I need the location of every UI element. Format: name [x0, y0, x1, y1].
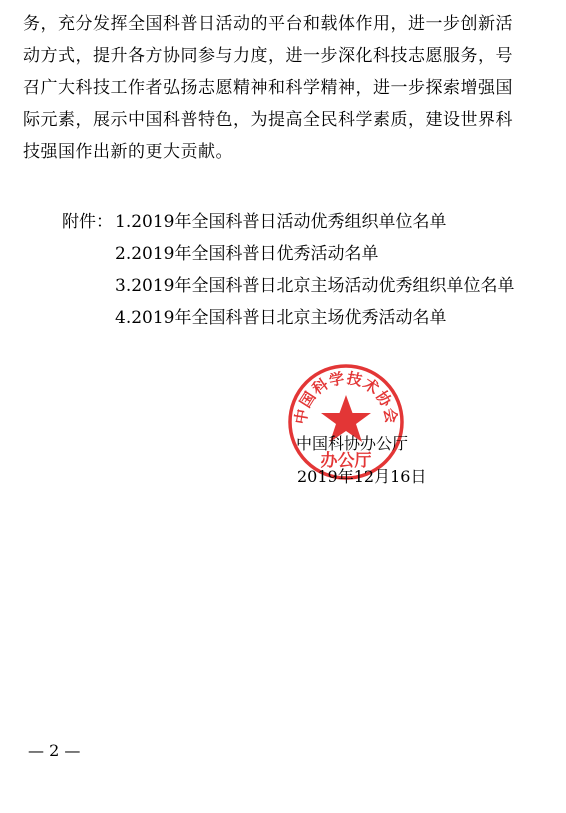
issuing-organization: 中国科协办公厅 — [296, 434, 409, 453]
body-paragraph — [23, 8, 548, 168]
paragraph-line: 务，充分发挥全国科普日活动的平台和载体作用，进一步创新活 — [23, 14, 513, 34]
paragraph-line: 际元素，展示中国科普特色，为提高全民科学素质，建设世界科 — [23, 110, 513, 130]
paragraph-line: 召广大科技工作者弘扬志愿精神和科学精神，进一步探索增强国 — [23, 78, 513, 98]
issue-date: 2019年12月16日 — [297, 467, 427, 486]
seal-stamp-graphic — [286, 362, 409, 482]
svg-text:中国科学技术协会: 中国科学技术协会 — [291, 368, 401, 426]
attachment-item: 4.2019年全国科普日北京主场优秀活动名单 — [115, 308, 447, 328]
official-seal — [286, 362, 409, 482]
attachments-label: 附件： — [62, 212, 113, 232]
paragraph-line: 技强国作出新的更大贡献。 — [23, 142, 233, 162]
attachment-item: 2.2019年全国科普日优秀活动名单 — [115, 244, 379, 264]
svg-text:办公厅: 办公厅 — [320, 451, 372, 471]
page-number: — 2 — — [28, 741, 81, 760]
attachment-item: 1.2019年全国科普日活动优秀组织单位名单 — [115, 212, 447, 232]
attachment-item: 3.2019年全国科普日北京主场活动优秀组织单位名单 — [115, 276, 515, 296]
attachments-list — [115, 206, 514, 334]
paragraph-line: 动方式，提升各方协同参与力度，进一步深化科技志愿服务，号 — [23, 46, 513, 66]
